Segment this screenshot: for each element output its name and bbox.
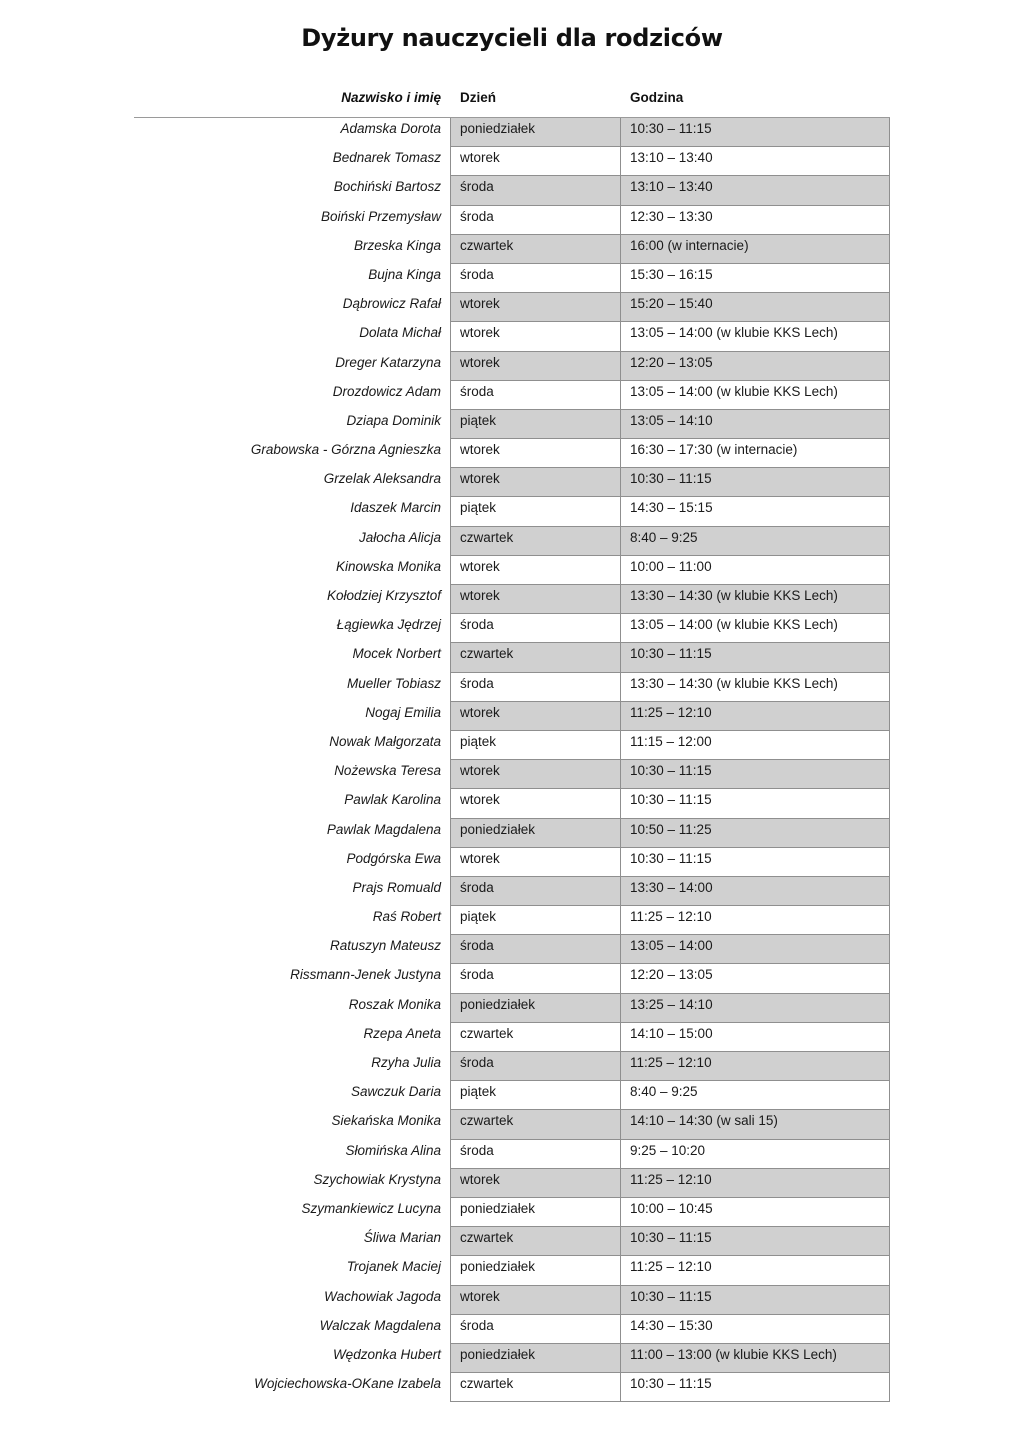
teacher-name: Dziapa Dominik	[346, 412, 441, 428]
table-row	[134, 1081, 890, 1110]
duty-time: 10:00 – 10:45	[621, 1198, 890, 1227]
teacher-name: Bujna Kinga	[368, 266, 441, 282]
table-row	[134, 322, 890, 351]
teacher-name: Rissmann-Jenek Justyna	[290, 967, 441, 983]
duty-time: 10:30 – 11:15	[621, 118, 890, 147]
teacher-name: Szymankiewicz Lucyna	[301, 1200, 441, 1216]
duty-day: środa	[450, 264, 621, 293]
teacher-name: Brzeska Kinga	[353, 237, 441, 253]
duty-day: poniedziałek	[450, 1198, 621, 1227]
teacher-name: Podgórska Ewa	[346, 850, 441, 866]
duty-time: 9:25 – 10:20	[621, 1140, 890, 1169]
teacher-name: Kinowska Monika	[335, 558, 441, 574]
duty-time: 13:10 – 13:40	[621, 147, 890, 176]
table-row	[134, 614, 890, 643]
duty-day: czwartek	[450, 1373, 621, 1402]
duty-day: poniedziałek	[450, 1256, 621, 1285]
duty-time: 10:30 – 11:15	[621, 760, 890, 789]
teacher-name: Walczak Magdalena	[319, 1317, 441, 1333]
duty-time: 11:25 – 12:10	[621, 1169, 890, 1198]
teacher-name: Grabowska - Górzna Agnieszka	[250, 442, 441, 458]
duty-time: 8:40 – 9:25	[621, 1081, 890, 1110]
table-row	[134, 439, 890, 468]
duty-time: 13:25 – 14:10	[621, 994, 890, 1023]
duty-time: 13:30 – 14:00	[621, 877, 890, 906]
teacher-name: Adamska Dorota	[340, 121, 441, 136]
teacher-name: Bednarek Tomasz	[332, 150, 441, 166]
duty-time: 11:15 – 12:00	[621, 731, 890, 760]
duty-day: wtorek	[450, 293, 621, 322]
duty-time: 11:25 – 12:10	[621, 1256, 890, 1285]
duty-day: czwartek	[450, 643, 621, 672]
table-row	[134, 702, 890, 731]
table-row	[134, 176, 890, 205]
duty-time: 11:25 – 12:10	[621, 906, 890, 935]
teacher-name: Roszak Monika	[348, 996, 441, 1012]
table-row	[134, 352, 890, 381]
teacher-name: Nożewska Teresa	[334, 763, 441, 779]
table-row	[134, 935, 890, 964]
teacher-name: Wojciechowska-OKane Izabela	[254, 1376, 441, 1392]
duty-day: wtorek	[450, 702, 621, 731]
duty-day: środa	[450, 381, 621, 410]
duty-day: piątek	[450, 410, 621, 439]
duty-day: środa	[450, 1315, 621, 1344]
teacher-name: Siekańska Monika	[331, 1113, 441, 1129]
teacher-name: Dolata Michał	[359, 325, 441, 341]
duty-day: piątek	[450, 731, 621, 760]
duty-time: 16:30 – 17:30 (w internacie)	[621, 439, 890, 468]
duty-day: czwartek	[450, 1023, 621, 1052]
table-body	[134, 118, 890, 1402]
duty-time: 11:25 – 12:10	[621, 702, 890, 731]
teacher-name: Ratuszyn Mateusz	[329, 938, 441, 954]
table-row	[134, 848, 890, 877]
teacher-name: Jałocha Alicja	[358, 529, 441, 545]
duty-time: 10:30 – 11:15	[621, 848, 890, 877]
table-row	[134, 585, 890, 614]
duty-day: czwartek	[450, 1227, 621, 1256]
table-row	[134, 673, 890, 702]
table-row	[134, 1023, 890, 1052]
duty-day: środa	[450, 1140, 621, 1169]
teacher-name: Trojanek Maciej	[346, 1259, 441, 1275]
duty-day: poniedziałek	[450, 118, 621, 147]
duty-day: wtorek	[450, 468, 621, 497]
table-row	[134, 381, 890, 410]
table-row	[134, 1169, 890, 1198]
header-day: Dzień	[460, 90, 497, 105]
duty-day: wtorek	[450, 585, 621, 614]
teacher-name: Idaszek Marcin	[350, 500, 441, 516]
duty-day: poniedziałek	[450, 994, 621, 1023]
teacher-name: Sawczuk Daria	[350, 1084, 441, 1100]
duty-time: 10:30 – 11:15	[621, 1373, 890, 1402]
duty-day: piątek	[450, 906, 621, 935]
table-row	[134, 731, 890, 760]
duty-time: 14:10 – 14:30 (w sali 15)	[621, 1110, 890, 1139]
duty-day: poniedziałek	[450, 819, 621, 848]
duty-time: 10:00 – 11:00	[621, 556, 890, 585]
duty-time: 14:30 – 15:15	[621, 497, 890, 526]
table-row	[134, 206, 890, 235]
duty-table	[134, 84, 890, 1402]
duty-time: 10:50 – 11:25	[621, 819, 890, 848]
page-title: Dyżury nauczycieli dla rodziców	[301, 24, 723, 52]
header-name: Nazwisko i imię	[341, 90, 441, 105]
duty-time: 13:30 – 14:30 (w klubie KKS Lech)	[621, 673, 890, 702]
table-row	[134, 994, 890, 1023]
duty-day: czwartek	[450, 1110, 621, 1139]
duty-day: wtorek	[450, 556, 621, 585]
duty-time: 16:00 (w internacie)	[621, 235, 890, 264]
teacher-name: Łągiewka Jędrzej	[336, 617, 441, 633]
duty-day: środa	[450, 673, 621, 702]
table-row	[134, 789, 890, 818]
table-row	[134, 1198, 890, 1227]
table-row	[134, 147, 890, 176]
duty-day: piątek	[450, 497, 621, 526]
duty-day: środa	[450, 176, 621, 205]
duty-time: 15:30 – 16:15	[621, 264, 890, 293]
duty-time: 13:05 – 14:00	[621, 935, 890, 964]
teacher-name: Drozdowicz Adam	[332, 383, 441, 399]
teacher-name: Raś Robert	[372, 909, 441, 925]
table-row	[134, 1344, 890, 1373]
teacher-name: Śliwa Marian	[363, 1230, 441, 1246]
teacher-name: Dreger Katarzyna	[335, 354, 441, 370]
duty-time: 10:30 – 11:15	[621, 789, 890, 818]
duty-day: wtorek	[450, 789, 621, 818]
duty-day: wtorek	[450, 760, 621, 789]
table-row	[134, 1140, 890, 1169]
teacher-name: Prajs Romuald	[352, 879, 441, 895]
duty-day: środa	[450, 935, 621, 964]
teacher-name: Mocek Norbert	[352, 646, 441, 662]
teacher-name: Rzyha Julia	[371, 1055, 441, 1070]
table-row	[134, 964, 890, 993]
duty-time: 12:30 – 13:30	[621, 206, 890, 235]
duty-time: 12:20 – 13:05	[621, 352, 890, 381]
duty-time: 13:05 – 14:00 (w klubie KKS Lech)	[621, 322, 890, 351]
duty-day: wtorek	[450, 1286, 621, 1315]
duty-time: 10:30 – 11:15	[621, 468, 890, 497]
teacher-name: Dąbrowicz Rafał	[342, 296, 441, 312]
duty-day: wtorek	[450, 848, 621, 877]
teacher-name: Rzepa Aneta	[363, 1025, 441, 1041]
duty-time: 11:25 – 12:10	[621, 1052, 890, 1081]
table-row	[134, 118, 890, 147]
duty-time: 11:00 – 13:00 (w klubie KKS Lech)	[621, 1344, 890, 1373]
table-row	[134, 293, 890, 322]
table-row	[134, 760, 890, 789]
teacher-name: Szychowiak Krystyna	[313, 1171, 441, 1187]
duty-time: 13:30 – 14:30 (w klubie KKS Lech)	[621, 585, 890, 614]
table-header	[134, 84, 890, 118]
table-row	[134, 1110, 890, 1139]
duty-time: 10:30 – 11:15	[621, 1227, 890, 1256]
table-row	[134, 1373, 890, 1402]
table-row	[134, 1227, 890, 1256]
teacher-name: Pawlak Magdalena	[326, 821, 441, 837]
duty-day: środa	[450, 1052, 621, 1081]
duty-time: 13:10 – 13:40	[621, 176, 890, 205]
duty-time: 12:20 – 13:05	[621, 964, 890, 993]
table-row	[134, 643, 890, 672]
header-time: Godzina	[630, 90, 684, 105]
table-row	[134, 819, 890, 848]
table-row	[134, 877, 890, 906]
duty-time: 13:05 – 14:00 (w klubie KKS Lech)	[621, 614, 890, 643]
duty-time: 15:20 – 15:40	[621, 293, 890, 322]
duty-time: 8:40 – 9:25	[621, 527, 890, 556]
duty-day: wtorek	[450, 352, 621, 381]
table-row	[134, 1256, 890, 1285]
teacher-name: Słomińska Alina	[345, 1142, 441, 1158]
teacher-name: Wachowiak Jagoda	[324, 1288, 441, 1304]
duty-day: wtorek	[450, 147, 621, 176]
duty-day: wtorek	[450, 439, 621, 468]
duty-time: 13:05 – 14:10	[621, 410, 890, 439]
table-row	[134, 410, 890, 439]
teacher-name: Grzelak Aleksandra	[323, 471, 441, 487]
teacher-name: Mueller Tobiasz	[346, 675, 441, 691]
table-row	[134, 1286, 890, 1315]
table-row	[134, 1315, 890, 1344]
duty-day: czwartek	[450, 235, 621, 264]
table-row	[134, 264, 890, 293]
duty-time: 10:30 – 11:15	[621, 1286, 890, 1315]
duty-time: 14:30 – 15:30	[621, 1315, 890, 1344]
table-row	[134, 468, 890, 497]
table-row	[134, 497, 890, 526]
duty-day: środa	[450, 206, 621, 235]
teacher-name: Nowak Małgorzata	[329, 733, 441, 749]
table-row	[134, 556, 890, 585]
duty-day: środa	[450, 614, 621, 643]
duty-day: wtorek	[450, 322, 621, 351]
duty-day: wtorek	[450, 1169, 621, 1198]
duty-day: środa	[450, 964, 621, 993]
table-row	[134, 235, 890, 264]
table-row	[134, 527, 890, 556]
teacher-name: Wędzonka Hubert	[332, 1346, 441, 1362]
duty-day: czwartek	[450, 527, 621, 556]
teacher-name: Pawlak Karolina	[344, 792, 441, 808]
teacher-name: Kołodziej Krzysztof	[326, 588, 441, 603]
duty-time: 14:10 – 15:00	[621, 1023, 890, 1052]
duty-time: 13:05 – 14:00 (w klubie KKS Lech)	[621, 381, 890, 410]
duty-time: 10:30 – 11:15	[621, 643, 890, 672]
teacher-name: Nogaj Emilia	[365, 704, 441, 720]
teacher-name: Boiński Przemysław	[320, 208, 441, 224]
table-row	[134, 906, 890, 935]
teacher-name: Bochiński Bartosz	[333, 179, 441, 195]
duty-day: piątek	[450, 1081, 621, 1110]
duty-day: poniedziałek	[450, 1344, 621, 1373]
table-row	[134, 1052, 890, 1081]
duty-day: środa	[450, 877, 621, 906]
